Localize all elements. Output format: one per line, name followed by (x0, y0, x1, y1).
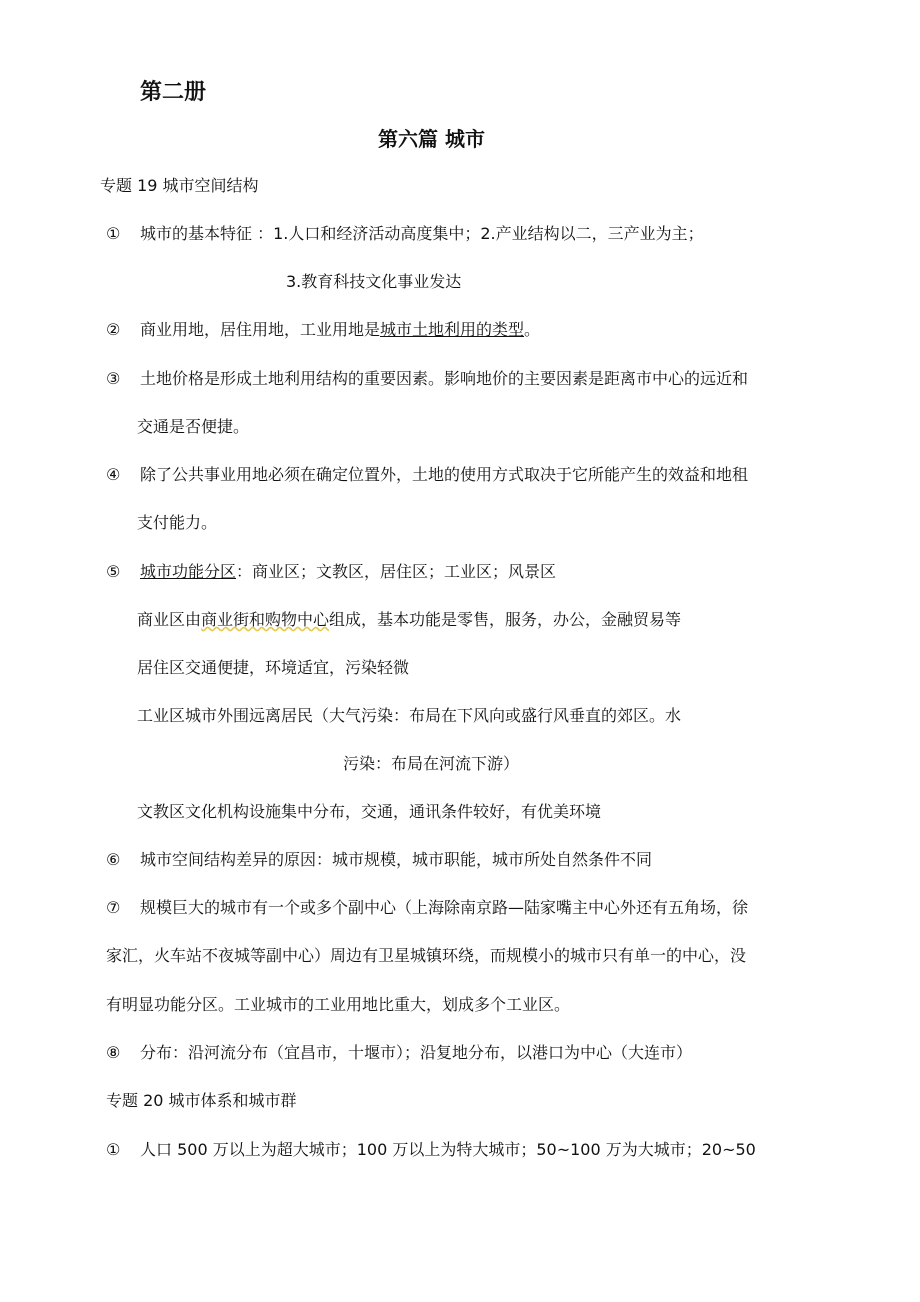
item-text: 除了公共事业用地必须在确定位置外，土地的使用方式取决于它所能产生的效益和地租 (140, 465, 749, 484)
item-number: ③ (106, 369, 121, 388)
chapter-title: 第六篇 城市 (378, 127, 485, 151)
marked-text: 商业街和购物中心 (201, 610, 330, 629)
sub-item-industrial: 工业区城市外围远离居民（大气污染：布局在下风向或盛行风垂直的郊区。水 (137, 706, 682, 725)
list-item (106, 898, 748, 918)
item-continuation: 支付能力。 (137, 513, 218, 532)
list-item (106, 1140, 756, 1160)
topic-20-heading: 专题 20 城市体系和城市群 (106, 1091, 297, 1110)
item-text: 城市的基本特征 ：1.人口和经济活动高度集中；2.产业结构以二，三产业为主； (140, 224, 704, 243)
item-number: ⑤ (106, 562, 121, 581)
item-text: 规模巨大的城市有一个或多个副中心（上海除南京路—陆家嘴主中心外还有五角场，徐 (140, 898, 749, 917)
item-text: ：商业区；文教区，居住区；工业区；风景区 (236, 562, 557, 581)
item-number: ② (106, 320, 121, 339)
item-text: 组成，基本功能是零售，服务，办公，金融贸易等 (329, 610, 682, 629)
item-number: ⑧ (106, 1043, 121, 1062)
item-text: 商业用地，居住用地，工业用地是 (140, 320, 381, 339)
item-text: 土地价格是形成土地利用结构的重要因素。影响地价的主要因素是距离市中心的远近和 (140, 369, 749, 388)
list-item (106, 320, 540, 340)
item-continuation: 有明显功能分区。工业城市的工业用地比重大，划成多个工业区。 (106, 995, 571, 1014)
list-item (106, 465, 748, 485)
item-number: ⑦ (106, 898, 121, 917)
item-text: 人口 500 万以上为超大城市；100 万以上为特大城市；50~100 万为大城市；20~50 (140, 1140, 756, 1159)
book-title: 第二册 (140, 80, 207, 105)
underlined-text: 城市功能分区 (140, 562, 237, 581)
list-item (106, 562, 556, 582)
list-item (106, 850, 652, 870)
item-text: 城市空间结构差异的原因：城市规模，城市职能，城市所处自然条件不同 (140, 850, 653, 869)
underlined-text: 城市土地利用的类型 (380, 320, 525, 339)
list-item (106, 224, 704, 244)
item-number: ④ (106, 465, 121, 484)
item-number: ① (106, 224, 121, 243)
item-continuation: 家汇，火车站不夜城等副中心）周边有卫星城镇环绕，而规模小的城市只有单一的中心，没 (106, 946, 747, 965)
sub-item-education: 文教区文化机构设施集中分布，交通，通讯条件较好，有优美环境 (137, 802, 602, 821)
item-text: 分布：沿河流分布（宜昌市，十堰市）；沿复地分布，以港口为中心（大连市） (140, 1043, 693, 1062)
list-item (106, 1043, 692, 1063)
item-continuation: 交通是否便捷。 (137, 417, 250, 436)
sub-item-residential: 居住区交通便捷，环境适宜，污染轻微 (137, 658, 410, 677)
item-continuation: 污染：布局在河流下游） (343, 754, 520, 773)
list-item (106, 369, 748, 389)
item-number: ⑥ (106, 850, 121, 869)
sub-item-commercial (137, 610, 681, 630)
item-text: 。 (524, 320, 541, 339)
topic-19-heading: 专题 19 城市空间结构 (100, 176, 259, 195)
item-number: ① (106, 1140, 121, 1159)
item-text: 商业区由 (137, 610, 202, 629)
item-continuation: 3.教育科技文化事业发达 (286, 272, 462, 291)
